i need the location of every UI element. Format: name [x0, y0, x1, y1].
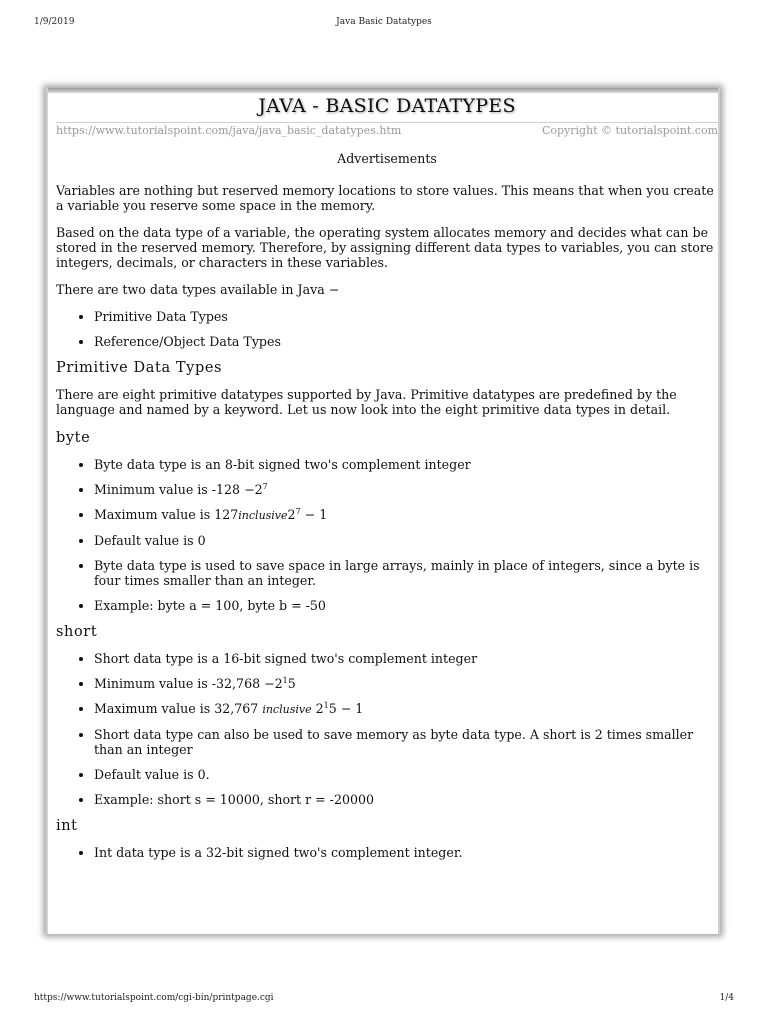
- byte-max-exp: 7: [295, 506, 301, 516]
- print-title: Java Basic Datatypes: [336, 17, 432, 27]
- byte-max-text: Maximum value is 127: [94, 507, 239, 522]
- byte-max-tail: − 1: [300, 507, 328, 522]
- list-item: • Byte data type is used to save space in large arrays, mainly in place of integers, since a byte is four times smaller than an integer.: [94, 558, 718, 588]
- list-item: • Byte data type is an 8-bit signed two's complement integer: [94, 457, 718, 472]
- list-item: • Default value is 0: [94, 533, 718, 548]
- byte-heading: byte: [56, 430, 91, 446]
- source-bar: [56, 122, 718, 139]
- data-type-list: [56, 309, 718, 349]
- list-item: • Default value is 0.: [94, 767, 718, 782]
- list-item: • Primitive Data Types: [94, 309, 718, 324]
- int-heading: int: [56, 818, 78, 834]
- intro-paragraph-3: There are two data types available in Java −: [56, 282, 340, 297]
- list-item: [94, 507, 718, 523]
- advertisements-label: Advertisements: [337, 151, 437, 166]
- list-item: [94, 701, 718, 717]
- short-max-tail: 5 − 1: [328, 701, 364, 716]
- short-max-base: 2: [311, 701, 324, 716]
- short-max-exp: 1: [323, 700, 329, 710]
- short-max-inclusive: inclusive: [262, 703, 312, 716]
- short-min-exp: 1: [282, 675, 288, 685]
- intro-paragraph-2: Based on the data type of a variable, the operating system allocates memory and decides what can be stored in the reserved memory. Therefore, by assigning different data types to variables, you can store integers, decimals, or characters in these variables.: [56, 225, 714, 270]
- byte-list: [56, 457, 718, 613]
- byte-max-inclusive: inclusive: [238, 509, 288, 522]
- list-item: • Int data type is a 32-bit signed two's complement integer.: [94, 845, 718, 860]
- footer-url: https://www.tutorialspoint.com/cgi-bin/printpage.cgi: [34, 993, 274, 1003]
- short-min-text: Minimum value is -32,768 −2: [94, 676, 283, 691]
- short-min-tail: 5: [287, 676, 296, 691]
- copyright-text: Copyright © tutorialspoint.com: [541, 124, 718, 137]
- list-item: • Short data type is a 16-bit signed two's complement integer: [94, 651, 718, 666]
- primitive-heading: Primitive Data Types: [56, 360, 223, 376]
- list-item: • Example: short s = 10000, short r = -20000: [94, 792, 718, 807]
- byte-min-text: Minimum value is -128 −2: [94, 482, 263, 497]
- short-heading: short: [56, 624, 98, 640]
- intro-paragraph-1: Variables are nothing but reserved memory locations to store values. This means that when you create a variable you reserve some space in the memory.: [56, 183, 714, 213]
- list-item: • Short data type can also be used to save memory as byte data type. A short is 2 times smaller than an integer: [94, 727, 718, 757]
- primitive-paragraph: There are eight primitive datatypes supported by Java. Primitive datatypes are predefined by the language and named by a keyword. Let us now look into the eight primitive data types in detail.: [56, 387, 677, 417]
- list-item: [94, 482, 718, 497]
- page-title: JAVA - BASIC DATATYPES: [258, 95, 516, 117]
- source-url[interactable]: https://www.tutorialspoint.com/java/java_basic_datatypes.htm: [56, 124, 402, 137]
- short-list: [56, 651, 718, 807]
- list-item: • Example: byte a = 100, byte b = -50: [94, 598, 718, 613]
- list-item: • Reference/Object Data Types: [94, 334, 718, 349]
- print-footer: [0, 993, 768, 1007]
- list-item: [94, 676, 718, 691]
- page-number: 1/4: [719, 993, 734, 1003]
- byte-min-exp: 7: [262, 481, 268, 491]
- print-date: 1/9/2019: [34, 17, 75, 27]
- article-content: [56, 88, 718, 870]
- byte-max-base: 2: [287, 507, 296, 522]
- int-list: [56, 845, 718, 860]
- article-frame: [46, 88, 720, 934]
- print-header: [0, 17, 768, 31]
- short-max-text: Maximum value is 32,767: [94, 701, 259, 716]
